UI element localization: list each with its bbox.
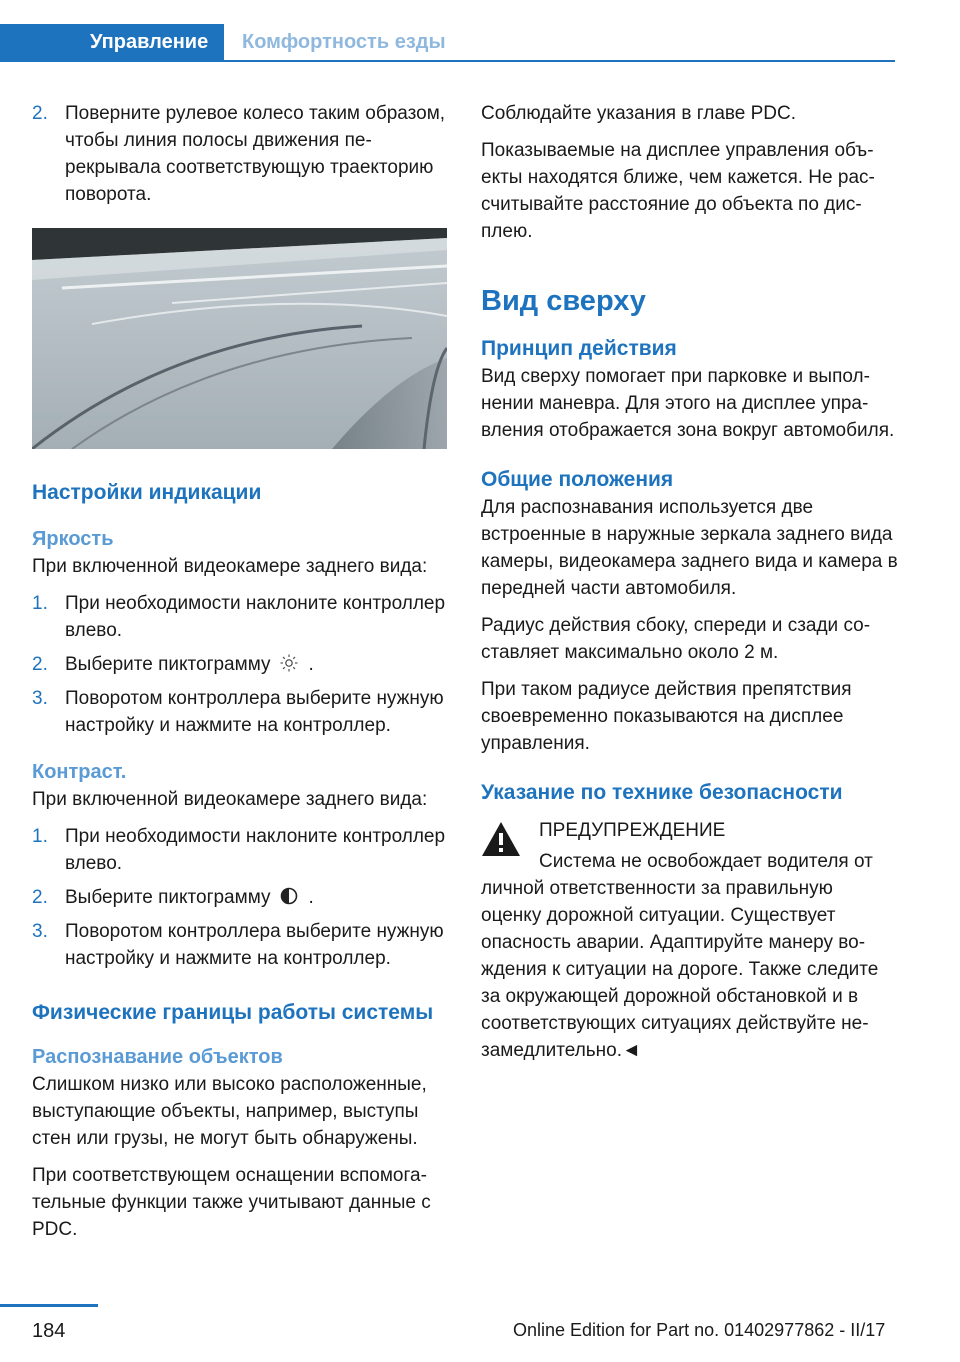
step-text: Поворотом контроллера выберите нужную настройку и нажмите на контроллер. [65, 688, 444, 736]
step-number: 2. [32, 103, 48, 124]
step-text-end: . [308, 654, 314, 675]
list-item [32, 100, 449, 208]
operating-principle-heading: Принцип действия [481, 337, 677, 360]
warning-block [481, 817, 898, 844]
step-number: 2. [32, 887, 48, 908]
general-info-heading: Общие положения [481, 468, 674, 491]
list-item [32, 823, 449, 877]
step-text: Выберите пиктограмму [65, 654, 271, 675]
list-item [32, 590, 449, 644]
left-column [32, 100, 449, 1253]
list-item [32, 685, 449, 739]
general-paragraph-range: Радиус действия сбоку, спереди и сзади составляет максимально около 2 м. [481, 615, 871, 663]
right-column [481, 100, 898, 1064]
physical-limits-heading: Физические границы работы системы [32, 1001, 434, 1024]
rear-camera-image [32, 228, 447, 449]
warning-body: Система не освобождает водителя от личной ответственности за правильную оценку дорожной ситуации. Существует опасность аварии. Адаптируйте манеру вождения к ситуации на дороге. Также следите за окружающей дорожной обстановкой и в соответствующих ситуациях действуйте незамедлительно.◄ [481, 851, 879, 1061]
pdc-note: Соблюдайте указания в главе PDC. [481, 103, 797, 124]
step-number: 1. [32, 593, 48, 614]
step-number: 3. [32, 921, 48, 942]
warning-triangle-icon [481, 821, 521, 857]
pdc-distance-note: Показываемые на дисплее управления объекты находятся ближе, чем кажется. Не рассчитывайте расстояние до объекта по дисплею. [481, 140, 875, 242]
page-number: 184 [32, 1320, 66, 1342]
top-view-heading: Вид сверху [481, 285, 646, 317]
list-item [32, 651, 449, 678]
step-text: Поверните рулевое колесо таким образом, чтобы линия полосы движения перекрывала соответствующую траекторию поворота. [65, 103, 446, 205]
step-text: При необходимости наклоните контроллер влево. [65, 826, 446, 874]
section-tab: Комфортность езды [242, 31, 446, 53]
step-text: При необходимости наклоните контроллер влево. [65, 593, 446, 641]
list-item [32, 918, 449, 972]
display-settings-heading: Настройки индикации [32, 481, 262, 504]
step-number: 1. [32, 826, 48, 847]
contrast-heading: Контраст. [32, 761, 127, 783]
detection-paragraph-pdc: При соответствующем оснащении вспомогательные функции также учитывают данные с PDC. [32, 1165, 431, 1240]
brightness-steps [32, 590, 449, 739]
contrast-steps [32, 823, 449, 972]
safety-heading: Указание по технике безопасности [481, 781, 843, 804]
step-text: Поворотом контроллера выберите нужную настройку и нажмите на контроллер. [65, 921, 444, 969]
contrast-intro: При включенной видеокамере заднего вида: [32, 789, 428, 810]
step-number: 2. [32, 654, 48, 675]
general-paragraph-cameras: Для распознавания используется две встроенные в наружные зеркала заднего вида камеры, видеокамера заднего вида и камера в передней части автомобиля. [481, 497, 898, 599]
warning-title: ПРЕДУПРЕЖДЕНИЕ [539, 820, 726, 841]
warning-text [481, 848, 898, 1064]
general-paragraph-display: При таком радиусе действия препятствия своевременно показываются на дисплее управления. [481, 679, 852, 754]
footer-rule [0, 1304, 98, 1307]
contrast-icon [278, 887, 300, 905]
sun-icon [278, 654, 300, 672]
brightness-heading: Яркость [32, 528, 114, 550]
edition-note: Online Edition for Part no. 01402977862 - II/17 [513, 1320, 886, 1340]
list-item [32, 884, 449, 911]
brightness-intro: При включенной видеокамере заднего вида: [32, 556, 428, 577]
chapter-tab: Управление [0, 24, 224, 62]
object-detection-heading: Распознавание объектов [32, 1046, 283, 1068]
step-text-end: . [308, 887, 314, 908]
step-text: Выберите пиктограмму [65, 887, 271, 908]
detection-paragraph: Слишком низко или высоко расположенные, выступающие объекты, например, выступы стен или грузы, не могут быть обнаружены. [32, 1074, 427, 1149]
step-number: 3. [32, 688, 48, 709]
steering-step-list [32, 100, 449, 208]
header-rule [0, 60, 895, 62]
principle-paragraph: Вид сверху помогает при парковке и выполнении маневра. Для этого на дисплее управления отображается зона вокруг автомобиля. [481, 366, 895, 441]
